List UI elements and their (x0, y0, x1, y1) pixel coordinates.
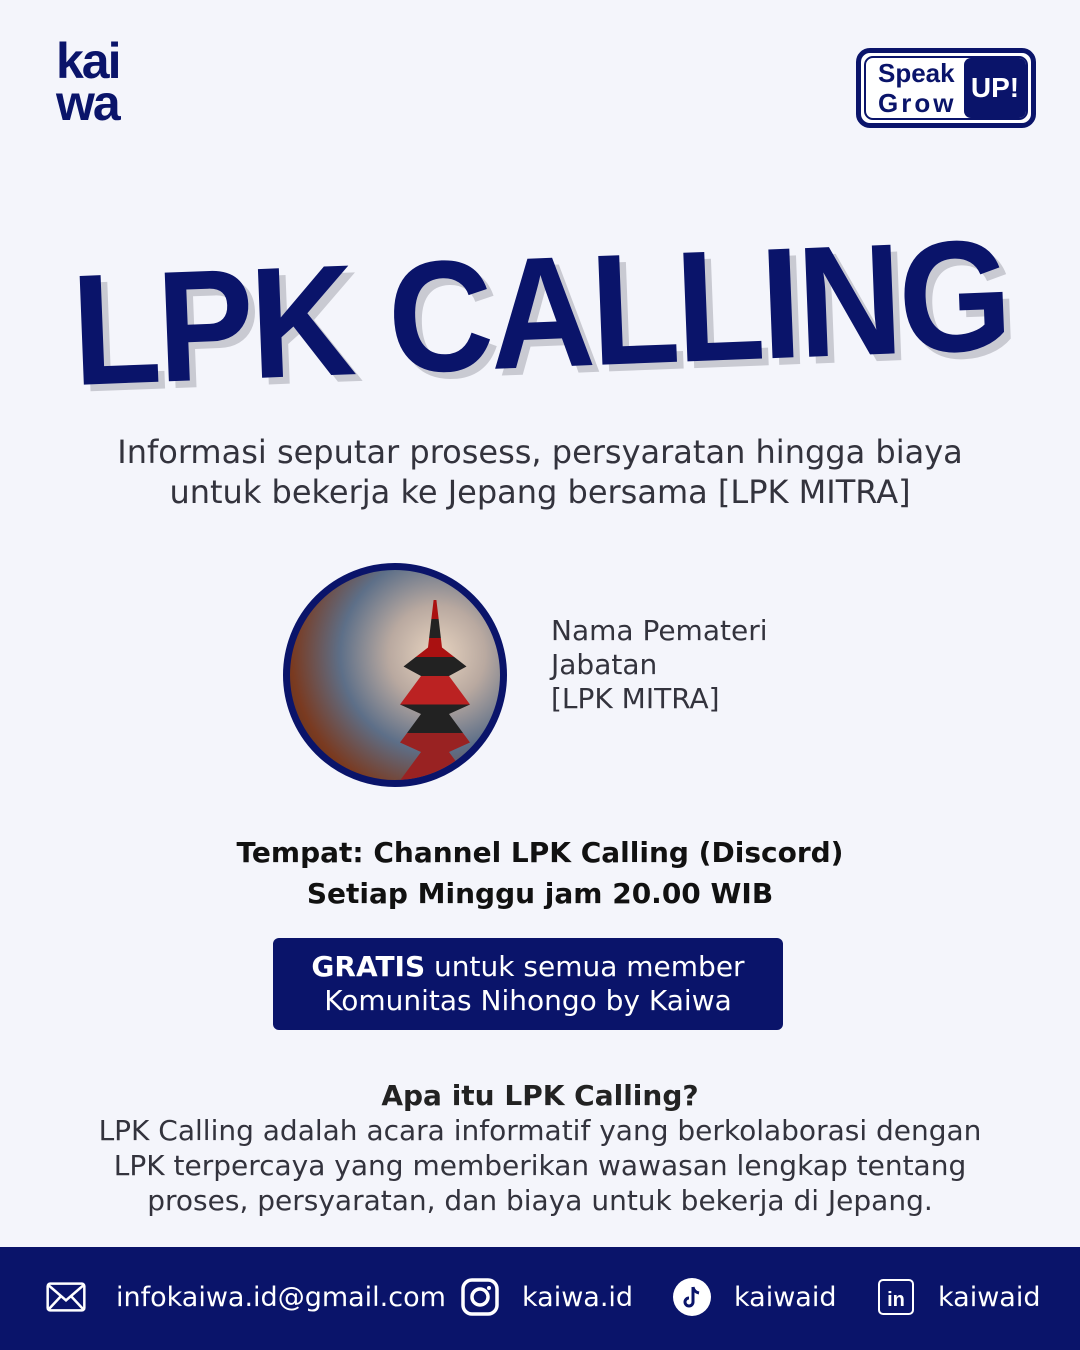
logo-line-2: wa (56, 75, 119, 131)
kaiwa-logo (56, 33, 148, 131)
tiktok-text: kaiwaid (734, 1281, 837, 1313)
instagram-icon (460, 1277, 500, 1317)
gratis-bold: GRATIS (311, 950, 426, 983)
about-line-2: LPK terpercaya yang memberikan wawasan lengkap tentang (113, 1149, 967, 1182)
schedule-place: Tempat: Channel LPK Calling (Discord) (236, 836, 844, 869)
footer (0, 1247, 1080, 1350)
speaker-info (551, 614, 767, 716)
footer-tiktok[interactable] (672, 1277, 836, 1317)
subtitle-line-2: untuk bekerja ke Jepang bersama [LPK MITRA] (169, 473, 911, 511)
tiktok-icon (672, 1277, 712, 1317)
logo-line-1: kai (56, 33, 120, 89)
linkedin-text: kaiwaid (938, 1281, 1041, 1313)
footer-email[interactable] (46, 1277, 446, 1317)
speak-grow-up-logo (856, 48, 1036, 128)
instagram-text: kaiwa.id (522, 1281, 634, 1313)
page-title: LPK CALLING (68, 207, 1012, 419)
email-text: infokaiwa.id@gmail.com (116, 1281, 446, 1313)
speaker-name: Nama Pemateri (551, 614, 768, 647)
about-line-3: proses, persyaratan, dan biaya untuk bekerja di Jepang. (147, 1184, 933, 1217)
gratis-rest: untuk semua member (425, 950, 745, 983)
about-section (0, 1078, 1080, 1218)
subtitle-line-1: Informasi seputar prosess, persyaratan hingga biaya (117, 433, 963, 471)
schedule-time: Setiap Minggu jam 20.00 WIB (306, 877, 774, 910)
linkedin-icon (876, 1277, 916, 1317)
footer-linkedin[interactable] (876, 1277, 1040, 1317)
badge-grow: Grow (878, 88, 957, 118)
gratis-banner (273, 938, 783, 1030)
speaker-role: Jabatan (551, 648, 658, 681)
about-line-1: LPK Calling adalah acara informatif yang berkolaborasi dengan (98, 1114, 982, 1147)
mail-icon (46, 1277, 86, 1317)
svg-text:in: in (887, 1289, 905, 1311)
badge-up: UP! (964, 58, 1026, 118)
schedule (0, 832, 1080, 914)
subtitle (0, 432, 1080, 512)
about-heading: Apa itu LPK Calling? (381, 1079, 699, 1112)
badge-speak: Speak (878, 58, 955, 88)
speaker-org: [LPK MITRA] (551, 682, 720, 715)
gratis-line-2: Komunitas Nihongo by Kaiwa (324, 984, 732, 1017)
speaker-photo (283, 563, 507, 787)
pagoda-image (400, 600, 470, 787)
footer-instagram[interactable] (460, 1277, 633, 1317)
